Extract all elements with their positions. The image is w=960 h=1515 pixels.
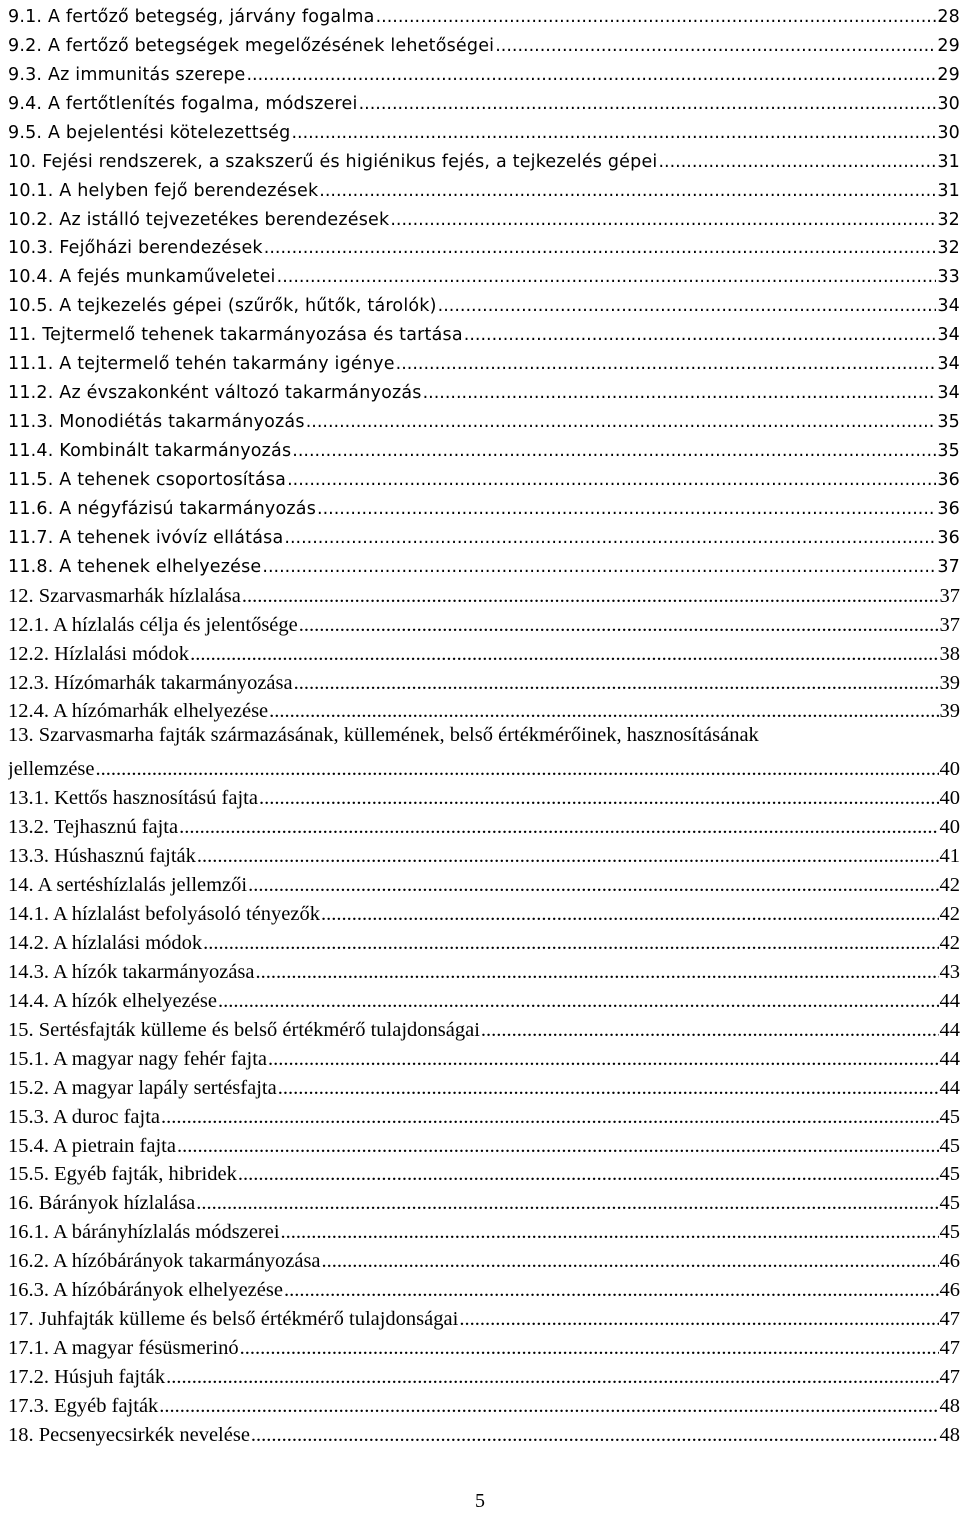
toc-entry[interactable] [8,637,960,666]
toc-entry-title: 17. Juhfajták külleme és belső értékmérő tulajdonságai [8,1308,459,1331]
toc-entry[interactable] [8,1302,960,1331]
toc-entry-title: 15. Sertésfajták külleme és belső értékmérő tulajdonságai [8,1018,480,1041]
toc-entry-title: 9.2. A fertőző betegségek megelőzésének lehetőségei [8,35,495,56]
toc-dot-leader [248,873,938,897]
toc-dot-leader [251,1423,939,1447]
toc-entry-page: 35 [937,441,960,461]
toc-entry[interactable] [8,550,960,579]
toc-entry[interactable] [8,1418,960,1447]
toc-entry-page: 28 [937,6,960,27]
toc-dot-leader [203,931,938,955]
toc-entry-title: 18. Pecsenyecsirkék nevelése [8,1423,250,1446]
toc-entry[interactable] [8,1100,960,1129]
toc-entry-page: 48 [939,1423,960,1446]
toc-entry[interactable] [8,1071,960,1100]
toc-entry[interactable] [8,1129,960,1158]
toc-entry-title: 11.1. A tejtermelő tehén takarmány igénye [8,354,395,375]
toc-dot-leader [299,613,939,637]
toc-dot-leader [294,671,939,695]
toc-entry-title: 10.3. Fejőházi berendezések [8,238,263,259]
toc-entry-page: 44 [939,989,960,1012]
toc-entry-title: 17.2. Húsjuh fajták [8,1366,166,1388]
toc-dot-leader [459,1307,938,1331]
toc-entry[interactable] [8,839,960,868]
toc-entry-title: 15.4. A pietrain fajta [8,1134,176,1157]
toc-dot-leader [256,960,939,984]
toc-dot-leader [196,1191,938,1215]
toc-entry-page: 36 [937,498,960,519]
toc-entry-title: 13. Szarvasmarha fajták származásának, küllemének, belső értékmérőinek, hasznosításának [8,724,759,747]
toc-entry-page: 33 [937,267,960,288]
toc-entry-title: 10.1. A helyben fejő berendezések [8,180,319,201]
toc-dot-leader [396,352,937,376]
toc-entry[interactable] [8,752,960,781]
toc-entry[interactable] [8,492,960,521]
toc-entry-title: 16.1. A bárányhízlalás módszerei [8,1221,280,1244]
toc-dot-leader [218,989,939,1013]
toc-entry-title: 11.2. Az évszakonként változó takarmányozás [8,383,422,404]
toc-dot-leader [190,642,938,666]
toc-entry-page: 29 [937,64,960,85]
toc-dot-leader [259,786,939,810]
toc-entry[interactable] [8,810,960,839]
toc-entry-page: 47 [939,1366,960,1388]
toc-entry-title: 13.3. Húshasznú fajták [8,845,196,868]
toc-entry-page: 36 [937,527,960,548]
toc-entry[interactable] [8,289,960,318]
toc-dot-leader [177,1134,939,1158]
toc-entry[interactable] [8,260,960,289]
toc-entry-page: 38 [939,642,960,665]
toc-dot-leader [317,497,936,521]
toc-entry[interactable] [8,1215,960,1244]
toc-dot-leader [179,815,938,839]
toc-entry-title: 10.5. A tejkezelés gépei (szűrők, hűtők, tárolók) [8,296,437,317]
toc-entry-page: 42 [939,931,960,954]
toc-entry-title: 9.5. A bejelentési kötelezettség [8,122,291,143]
toc-entry-title: 12.2. Hízlalási módok [8,642,190,665]
toc-entry[interactable] [8,897,960,926]
toc-entry-page: 34 [937,325,960,346]
toc-entry-page: 47 [939,1337,960,1360]
toc-entry-page: 39 [939,700,960,723]
toc-entry-page: 44 [939,1047,960,1070]
toc-entry-title: 11.7. A tehenek ivóvíz ellátása [8,527,284,548]
toc-entry-title: 14. A sertéshízlalás jellemzői [8,874,248,897]
toc-entry[interactable] [8,1360,960,1389]
toc-dot-leader [481,1018,939,1042]
toc-entry-page: 45 [939,1134,960,1157]
toc-dot-leader [390,208,936,232]
toc-entry[interactable] [8,1158,960,1187]
toc-entry-page: 36 [937,469,960,490]
toc-entry[interactable] [8,781,960,810]
toc-entry-page: 32 [937,238,960,259]
toc-entry-page: 41 [939,845,960,868]
toc-entry-page: 45 [939,1221,960,1244]
toc-entry-page: 45 [939,1163,960,1186]
toc-entry-title: 14.3. A hízók takarmányozása [8,960,255,983]
toc-entry[interactable] [8,1042,960,1071]
page-number: 5 [475,1490,485,1512]
toc-entry-page: 39 [939,671,960,694]
toc-dot-leader [284,1278,939,1302]
toc-entry[interactable] [8,29,960,58]
table-of-contents [8,0,960,1447]
toc-entry-page: 31 [937,180,960,201]
toc-entry-page: 30 [937,93,960,114]
toc-dot-leader [240,1336,939,1360]
toc-entry[interactable] [8,666,960,695]
toc-entry[interactable] [8,984,960,1013]
toc-entry[interactable] [8,926,960,955]
toc-dot-leader [159,1394,938,1418]
toc-entry-title: 11.4. Kombinált takarmányozás [8,441,292,461]
toc-entry-page: 42 [939,874,960,897]
toc-entry-page: 40 [939,758,960,781]
toc-entry[interactable] [8,723,960,752]
toc-entry[interactable] [8,434,960,463]
toc-entry-title: 12.3. Hízómarhák takarmányozása [8,671,293,694]
toc-dot-leader [166,1365,938,1389]
toc-entry[interactable] [8,232,960,261]
toc-entry[interactable] [8,1013,960,1042]
toc-entry-page: 43 [939,960,960,983]
toc-entry-title: 16.3. A hízóbárányok elhelyezése [8,1279,283,1302]
toc-entry-title: 11.5. A tehenek csoportosítása [8,469,287,490]
toc-entry[interactable] [8,1186,960,1215]
toc-dot-leader [269,699,938,723]
toc-dot-leader [281,1220,939,1244]
toc-entry[interactable] [8,1244,960,1273]
toc-dot-leader [292,439,936,463]
toc-entry-title: 11.8. A tehenek elhelyezése [8,556,262,577]
toc-entry-title: 16. Bárányok hízlalása [8,1192,196,1215]
toc-dot-leader [264,236,937,260]
toc-dot-leader [359,92,937,116]
toc-entry[interactable] [8,695,960,724]
toc-entry[interactable] [8,1331,960,1360]
toc-dot-leader [197,844,939,868]
toc-entry-title: 11.3. Monodiétás takarmányozás [8,412,305,433]
toc-dot-leader [658,150,936,174]
toc-dot-leader [438,294,937,318]
toc-entry[interactable] [8,521,960,550]
toc-entry[interactable] [8,145,960,174]
toc-dot-leader [464,323,937,347]
toc-entry-title: 12.4. A hízómarhák elhelyezése [8,700,269,723]
toc-entry-title: 11. Tejtermelő tehenek takarmányozása és tartása [8,325,463,346]
toc-entry[interactable] [8,0,960,29]
toc-entry[interactable] [8,203,960,232]
toc-entry-title: 17.1. A magyar fésüsmerinó [8,1337,239,1360]
toc-entry-title: 13.1. Kettős hasznosítású fajta [8,787,258,810]
toc-entry-title: 14.1. A hízlalást befolyásoló tényezők [8,903,320,925]
toc-entry-page: 46 [939,1250,960,1273]
toc-entry-title: 11.6. A négyfázisú takarmányozás [8,498,317,519]
toc-dot-leader [96,757,939,781]
toc-entry-page: 47 [939,1308,960,1331]
toc-entry[interactable] [8,318,960,347]
toc-entry-title: 9.3. Az immunitás szerepe [8,64,246,85]
toc-entry-page: 40 [939,816,960,839]
toc-dot-leader [277,265,937,289]
toc-entry[interactable] [8,463,960,492]
toc-entry-page: 37 [939,613,960,636]
toc-dot-leader [246,63,936,87]
toc-dot-leader [291,121,936,145]
toc-entry-title: 13.2. Tejhasznú fajta [8,816,179,839]
toc-entry[interactable] [8,579,960,608]
toc-entry-page: 40 [939,787,960,810]
toc-entry[interactable] [8,58,960,87]
toc-entry-title: jellemzése [8,758,95,781]
toc-entry-title: 14.4. A hízók elhelyezése [8,989,217,1012]
toc-entry-title: 9.4. A fertőtlenítés fogalma, módszerei [8,93,358,114]
toc-entry-page: 34 [937,296,960,317]
toc-entry-page: 46 [939,1279,960,1302]
toc-entry[interactable] [8,608,960,637]
toc-entry-page: 48 [939,1394,960,1417]
toc-dot-leader [268,1047,938,1071]
toc-entry-title: 17.3. Egyéb fajták [8,1394,159,1417]
toc-entry-title: 15.5. Egyéb fajták, hibridek [8,1163,237,1186]
toc-entry-page: 34 [937,354,960,375]
toc-entry-title: 10.2. Az istálló tejvezetékes berendezések [8,209,390,230]
toc-entry-page: 29 [937,35,960,56]
toc-dot-leader [495,34,936,58]
toc-dot-leader [306,410,937,434]
toc-dot-leader [321,902,939,926]
toc-dot-leader [287,468,936,492]
toc-dot-leader [423,381,937,405]
toc-entry-title: 14.2. A hízlalási módok [8,931,203,954]
toc-entry-title: 15.1. A magyar nagy fehér fajta [8,1047,268,1070]
toc-entry-title: 16.2. A hízóbárányok takarmányozása [8,1250,321,1273]
toc-entry[interactable] [8,87,960,116]
toc-entry-page: 34 [937,383,960,404]
toc-dot-leader [238,1162,939,1186]
toc-entry-page: 45 [939,1105,960,1128]
toc-entry[interactable] [8,1273,960,1302]
toc-dot-leader [322,1249,939,1273]
toc-entry-title: 15.2. A magyar lapály sertésfajta [8,1076,277,1099]
toc-entry-page: 31 [937,151,960,172]
toc-dot-leader [319,179,936,203]
toc-entry[interactable] [8,174,960,203]
toc-entry-title: 12.1. A hízlalás célja és jelentősége [8,613,298,636]
toc-dot-leader [242,584,939,608]
toc-entry[interactable] [8,868,960,897]
toc-entry-title: 10.4. A fejés munkaműveletei [8,267,276,288]
toc-entry[interactable] [8,955,960,984]
toc-dot-leader [262,555,936,579]
toc-dot-leader [161,1105,938,1129]
toc-entry-page: 44 [939,1076,960,1099]
toc-entry[interactable] [8,376,960,405]
toc-entry[interactable] [8,116,960,145]
toc-entry-page: 32 [937,209,960,230]
toc-entry-page: 45 [939,1192,960,1215]
toc-dot-leader [278,1076,939,1100]
toc-entry-title: 12. Szarvasmarhák hízlalása [8,584,241,607]
toc-entry-page: 37 [939,584,960,607]
toc-entry[interactable] [8,347,960,376]
toc-entry[interactable] [8,405,960,434]
toc-entry-page: 37 [937,556,960,577]
toc-entry-page: 44 [939,1018,960,1041]
toc-entry-title: 9.1. A fertőző betegség, járvány fogalma [8,6,375,27]
toc-dot-leader [284,526,936,550]
toc-entry-title: 15.3. A duroc fajta [8,1105,161,1128]
toc-dot-leader [376,5,937,29]
toc-entry-title: 10. Fejési rendszerek, a szakszerű és higiénikus fejés, a tejkezelés gépei [8,151,658,172]
toc-entry-page: 42 [939,903,960,925]
toc-entry-page: 35 [937,412,960,433]
toc-entry[interactable] [8,1389,960,1418]
toc-entry-page: 30 [937,122,960,143]
